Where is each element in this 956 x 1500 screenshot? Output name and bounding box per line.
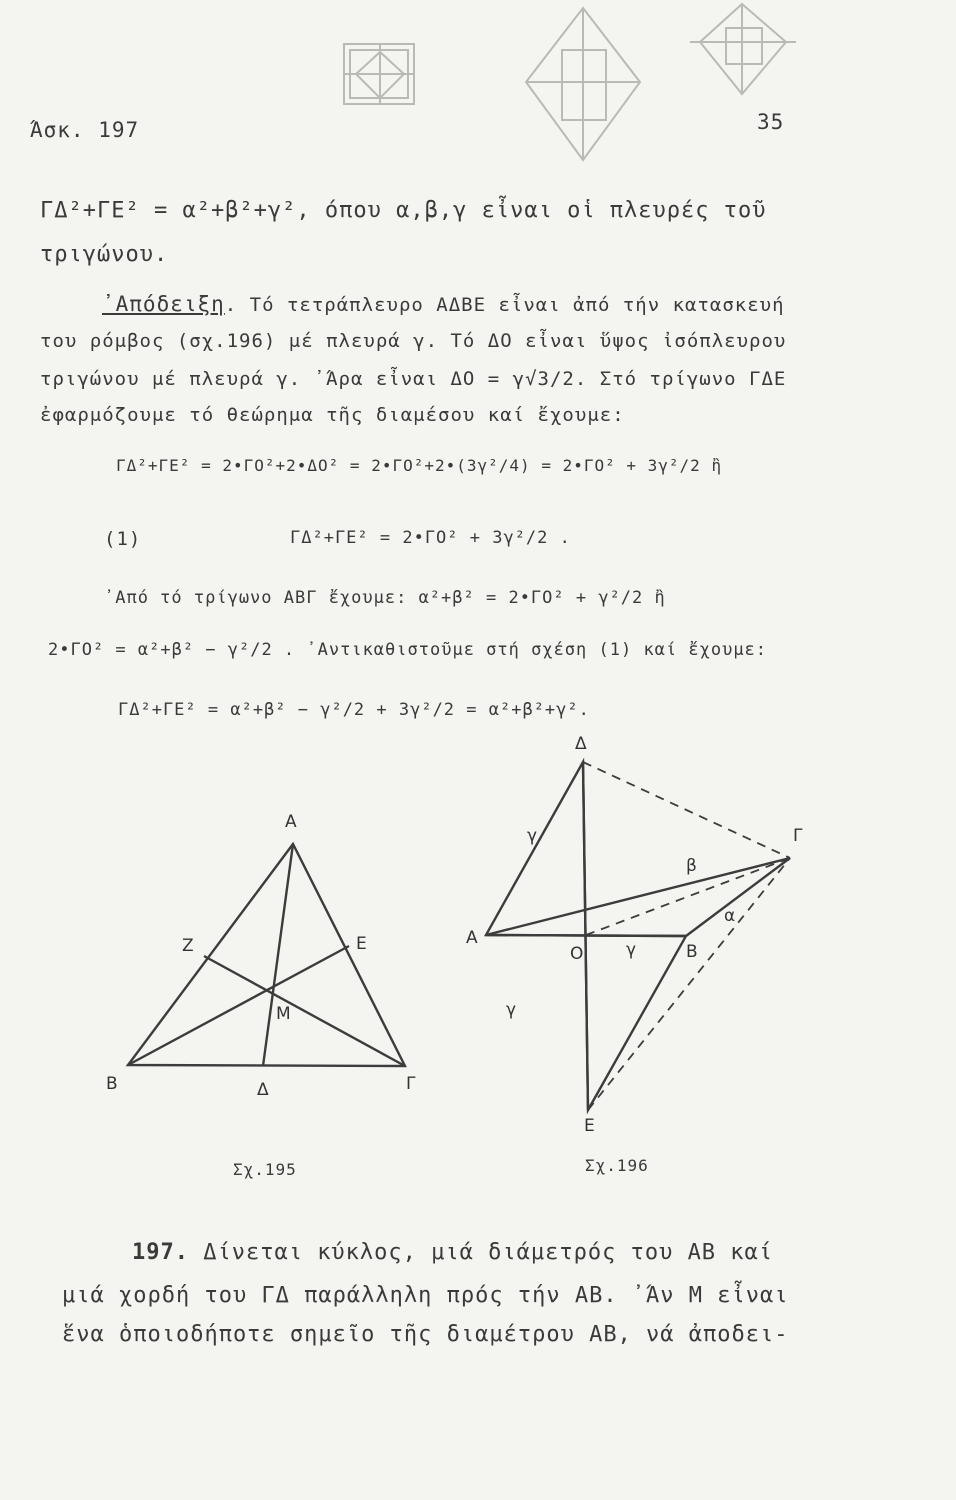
proof-line-3: τριγώνου μέ πλευρά γ. ᾿Άρα εἶναι ΔΟ = γ√3/2. Στό τρίγωνο ΓΔΕ	[40, 368, 787, 390]
fig196-label-D: Δ	[575, 734, 587, 754]
proof-line-5: ᾿Από τό τρίγωνο ΑΒΓ ἔχουμε: α²+β² = 2•ΓΟ² + γ²/2 ἢ	[104, 588, 666, 608]
fig195-label-A: Α	[285, 812, 297, 832]
median-AD	[263, 844, 293, 1066]
dashed-EG	[588, 858, 790, 1110]
statement-line-1: ΓΔ²+ΓΕ² = α²+β²+γ², όπου α,β,γ εἶναι οἱ πλευρές τοῦ	[40, 198, 767, 223]
fig195-label-G: Γ	[406, 1074, 416, 1094]
diagonal-DE	[583, 762, 588, 1110]
triangle-ABG	[128, 844, 405, 1066]
fig196-label-E: Ε	[584, 1116, 595, 1136]
exercise-ref: Άσκ. 197	[30, 118, 140, 142]
fig196-label-O: Ο	[570, 944, 584, 964]
fig196-label-A: Α	[466, 928, 478, 948]
proof-line-1-rest: . Τό τετράπλευρο ΑΔΒΕ εἶναι ἀπό τήν κατασκευή	[224, 294, 785, 316]
proof-line-6: 2•ΓΟ² = α²+β² − γ²/2 . ᾿Αντικαθιστοῦμε στή σχέση (1) καί ἔχουμε:	[48, 640, 768, 660]
fig195-label-B: Β	[106, 1074, 118, 1094]
fig195-caption: Σχ.195	[233, 1160, 297, 1179]
exercise-197-line-1-rest: Δίνεται κύκλος, μιά διάμετρός του ΑΒ καί	[188, 1240, 774, 1265]
fig195-label-E: Ε	[356, 934, 367, 954]
exercise-197-line-2: μιά χορδή του ΓΔ παράλληλη πρός τήν ΑΒ. ᾿Άν Μ εἶναι	[62, 1283, 789, 1308]
statement-line-2: τριγώνου.	[40, 242, 169, 267]
proof-heading: ᾿Απόδειξη	[102, 292, 225, 316]
side-BG	[686, 858, 790, 936]
exercise-197-line-1	[132, 1240, 773, 1265]
equation-1: ΓΔ²+ΓΕ² = 2•ΓΟ²+2•ΔΟ² = 2•ΓΟ²+2•(3γ²/4) = 2•ΓΟ² + 3γ²/2 ἢ	[116, 456, 723, 475]
rhombus-ADBE	[486, 762, 686, 1110]
fig196-label-beta: β	[686, 856, 697, 876]
proof-line-1	[102, 292, 785, 316]
exercise-197-number: 197.	[132, 1240, 189, 1265]
fig196-label-G: Γ	[793, 826, 803, 846]
fig195-label-Z: Z	[182, 936, 194, 956]
fig196-caption: Σχ.196	[585, 1156, 649, 1175]
fig196-label-gamma-2: γ	[626, 940, 637, 960]
exercise-197-line-3: ἕνα ὁποιοδήποτε σημεῖο τῆς διαμέτρου ΑΒ, νά ἀποδει-	[62, 1322, 789, 1347]
fig195-label-D: Δ	[257, 1080, 269, 1100]
page-number: 35	[757, 110, 785, 134]
pencil-sketches	[0, 0, 956, 200]
fig195-label-M: Μ	[276, 1004, 291, 1024]
equation-3: ΓΔ²+ΓΕ² = α²+β² − γ²/2 + 3γ²/2 = α²+β²+γ².	[118, 700, 590, 720]
proof-line-2: του ρόμβος (σχ.196) μέ πλευρά γ. Τό ΔΟ εἶναι ὕψος ἰσόπλευρου	[40, 330, 787, 352]
diagonal-AB	[486, 935, 686, 936]
fig196-label-gamma-1: γ	[527, 826, 538, 846]
dashed-DG	[583, 762, 790, 858]
median-GZ	[204, 956, 405, 1066]
equation-2: ΓΔ²+ΓΕ² = 2•ΓΟ² + 3γ²/2 .	[290, 528, 571, 548]
fig196-label-gamma-3: γ	[506, 1000, 517, 1020]
fig196-label-B: Β	[686, 942, 698, 962]
fig196-label-alpha: α	[724, 906, 736, 926]
median-BE	[128, 946, 349, 1065]
proof-line-4: ἐφαρμόζουμε τό θεώρημα τῆς διαμέσου καί ἔχουμε:	[40, 404, 625, 426]
side-AG	[486, 858, 790, 935]
equation-label-1: (1)	[104, 528, 142, 550]
